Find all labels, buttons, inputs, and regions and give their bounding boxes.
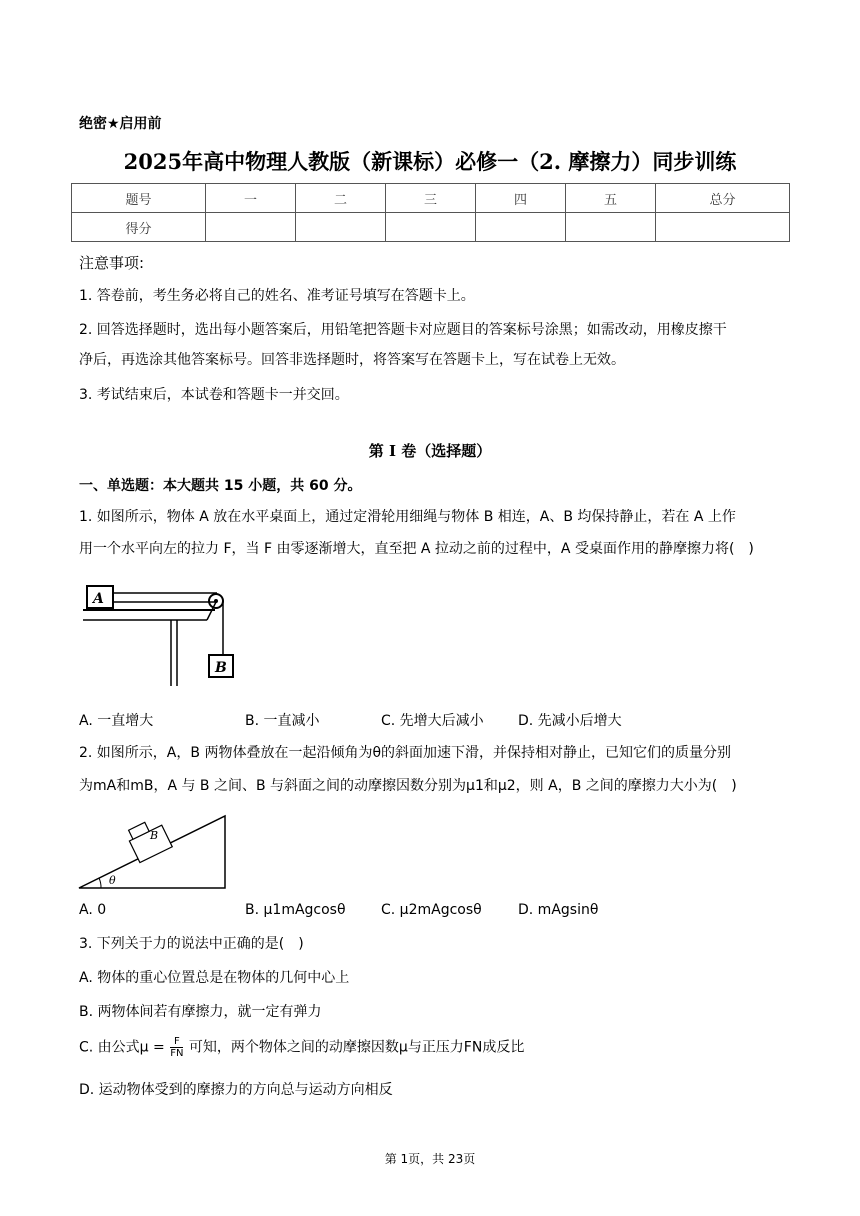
q1-stem-line1: 1. 如图所示，物体 A 放在水平桌面上，通过定滑轮用细绳与物体 B 相连，A、B 均保持静止，若在 A 上作 <box>79 509 736 525</box>
q3-option-a: A. 物体的重心位置总是在物体的几何中心上 <box>79 970 350 986</box>
q2-option-c: C. μ2mAgcosθ <box>381 902 482 918</box>
q3-option-c <box>79 1036 524 1059</box>
q2-stem-line2: 为mA和mB，A 与 B 之间、B 与斜面之间的动摩擦因数分别为μ1和μ2，则 A，B 之间的摩擦力大小为( ) <box>79 778 737 794</box>
q2-incline-figure <box>77 802 229 892</box>
q3-option-c-suffix: 可知，两个物体之间的动摩擦因数μ与正压力FN成反比 <box>188 1039 525 1056</box>
q1-pulley-figure <box>79 578 239 690</box>
q2-label-theta: θ <box>109 874 116 887</box>
score-cell: 总分 <box>656 184 790 213</box>
notice-item: 净后，再选涂其他答案标号。回答非选择题时，将答案写在答题卡上，写在试卷上无效。 <box>79 352 625 368</box>
score-table-header-row <box>72 184 790 213</box>
score-table-score-row <box>72 213 790 242</box>
notice-item: 1. 答卷前，考生务必将自己的姓名、准考证号填写在答题卡上。 <box>79 288 475 304</box>
q3-option-c-prefix: C. 由公式μ = <box>79 1039 165 1056</box>
q1-stem-line2: 用一个水平向左的拉力 F，当 F 由零逐渐增大，直至把 A 拉动之前的过程中，A 受桌面作用的静摩擦力将( ) <box>79 541 754 557</box>
score-cell <box>566 213 656 242</box>
page-title: 2025年高中物理人教版（新课标）必修一（2. 摩擦力）同步训练 <box>123 149 737 174</box>
q3-stem: 3. 下列关于力的说法中正确的是( ) <box>79 936 304 952</box>
score-cell: 五 <box>566 184 656 213</box>
score-cell <box>386 213 476 242</box>
q2-option-b: B. μ1mAgcosθ <box>245 902 346 918</box>
score-cell: 三 <box>386 184 476 213</box>
q3-fraction <box>170 1036 183 1059</box>
q3-option-b: B. 两物体间若有摩擦力，就一定有弹力 <box>79 1004 322 1020</box>
q1-option-a: A. 一直增大 <box>79 713 154 729</box>
q2-stem-line1: 2. 如图所示，A，B 两物体叠放在一起沿倾角为θ的斜面加速下滑，并保持相对静止，已知它们的质量分别 <box>79 745 732 761</box>
notice-item: 3. 考试结束后，本试卷和答题卡一并交回。 <box>79 387 349 403</box>
q3-fraction-numerator: F <box>170 1036 183 1048</box>
q1-option-c: C. 先增大后减小 <box>381 713 484 729</box>
score-cell <box>296 213 386 242</box>
q1-label-b: B <box>215 660 227 676</box>
score-cell: 得分 <box>72 213 206 242</box>
q1-option-d: D. 先减小后增大 <box>518 713 622 729</box>
score-table <box>71 183 790 242</box>
score-cell: 二 <box>296 184 386 213</box>
score-cell: 题号 <box>72 184 206 213</box>
confidential-label: 绝密★启用前 <box>79 116 162 132</box>
notice-item: 2. 回答选择题时，选出每小题答案后，用铅笔把答题卡对应题目的答案标号涂黑；如需改动，用橡皮擦干 <box>79 322 727 338</box>
q3-fraction-denominator: FN <box>170 1048 184 1059</box>
score-cell <box>476 213 566 242</box>
q2-option-d: D. mAgsinθ <box>518 902 599 918</box>
notice-heading: 注意事项: <box>79 254 145 272</box>
section-subtitle: 一、单选题：本大题共 15 小题，共 60 分。 <box>79 478 362 494</box>
q1-label-a: A <box>93 591 104 607</box>
q3-option-d: D. 运动物体受到的摩擦力的方向总与运动方向相反 <box>79 1082 393 1098</box>
section-title: 第 I 卷（选择题） <box>368 442 492 460</box>
score-cell <box>656 213 790 242</box>
score-cell: 一 <box>206 184 296 213</box>
score-cell <box>206 213 296 242</box>
q2-option-a: A. 0 <box>79 902 107 918</box>
q2-label-b: B <box>150 829 159 842</box>
page-footer: 第 1页，共 23页 <box>384 1152 476 1166</box>
score-cell: 四 <box>476 184 566 213</box>
q1-option-b: B. 一直减小 <box>245 713 320 729</box>
